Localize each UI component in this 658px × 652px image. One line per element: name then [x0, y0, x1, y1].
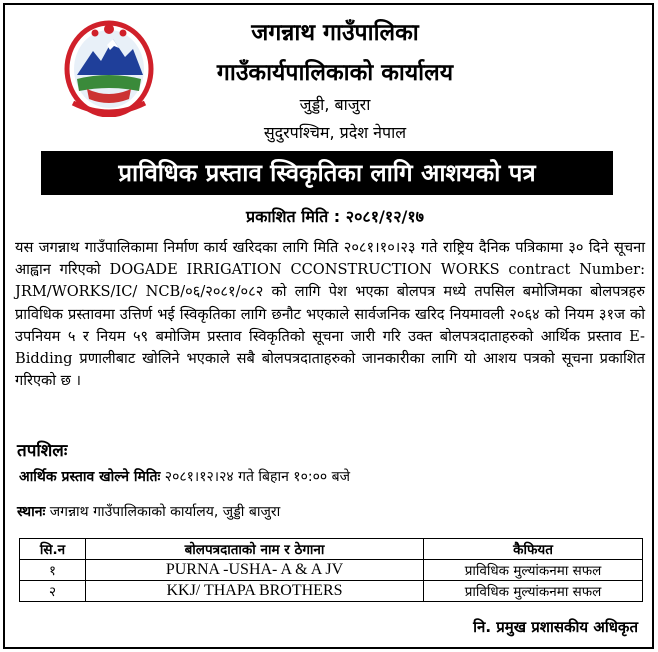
province-name: सुदुरपश्चिम, प्रदेश नेपाल	[263, 123, 407, 142]
cell-remarks: प्राविधिक मुल्यांकनमा सफल	[424, 581, 643, 602]
place-line	[17, 502, 280, 521]
cell-bidder: PURNA -USHA- A & A JV	[86, 560, 424, 581]
notice-frame	[3, 3, 654, 649]
table-row	[20, 560, 643, 581]
notice-title-banner: प्राविधिक प्रस्ताव स्विकृतिका लागि आशयको पत्र	[41, 151, 613, 195]
body-paragraph: यस जगन्नाथ गाउँपालिकामा निर्माण कार्य खरिदका लागि मिति २०८१।१०।२३ गते राष्ट्रिय दैनिक पत्रिकामा ३० दिने सूचना आह्वान गरिएको DOGADE IRRIGATION CCONSTRUCTION WORKS contract Number: JRM/WORKS/IC/ NCB/०६/२०८१/०८२ को लागि पेश भएका बोलपत्र मध्ये तपसिल बमोजिमका बोलपत्रहरु प्राविधिक प्रस्तावमा उत्तिर्ण भई स्विकृतिका लागि छनौट भएकाले सार्वजनिक खरिद नियमावली २०६४ को नियम ३१ज को उपनियम ५ र नियम ५९ बमोजिम प्रस्ताव स्विकृतिको सूचना जारी गरि उक्त बोलपत्रदाताहरुको आर्थिक प्रस्ताव E-Bidding प्रणालीबाट खोलिने भएकाले सबै बोलपत्रदाताहरुको जानकारीका लागि यो आशय पत्रको सूचना प्रकाशित गरिएको छ ।	[15, 239, 645, 390]
place-label: स्थानः	[17, 504, 46, 520]
col-header-bidder: बोलपत्रदाताको नाम र ठेगाना	[86, 539, 424, 560]
table-header-row	[20, 539, 643, 560]
opening-date-line	[19, 467, 350, 486]
table-row	[20, 581, 643, 602]
cell-remarks: प्राविधिक मुल्यांकनमा सफल	[424, 560, 643, 581]
notice-body	[15, 237, 645, 392]
cell-bidder: KKJ/ THAPA BROTHERS	[86, 581, 424, 602]
cell-sn: १	[20, 560, 86, 581]
published-date: प्रकाशित मिति : २०८१/१२/१७	[245, 207, 424, 226]
opening-date-label: आर्थिक प्रस्ताव खोल्ने मितिः	[19, 469, 161, 485]
office-name: गाउँकार्यपालिकाको कार्यालय	[216, 60, 454, 86]
place-value: जगन्नाथ गाउँपालिकाको कार्यालय, जुड्डी बाजुरा	[49, 504, 281, 520]
opening-date-value: २०८१।१२।२४ गते बिहान १०:०० बजे	[164, 469, 350, 485]
signature-title: नि. प्रमुख प्रशासकीय अधिकृत	[473, 618, 638, 636]
office-location: जुड्डी, बाजुरा	[299, 95, 371, 114]
col-header-remarks: कैफियत	[424, 539, 643, 560]
cell-sn: २	[20, 581, 86, 602]
municipality-name: जगन्नाथ गाउँपालिका	[251, 20, 419, 46]
nepal-emblem-icon	[63, 17, 155, 117]
col-header-sn: सि.न	[20, 539, 86, 560]
details-heading: तपशिलः	[17, 441, 68, 461]
bidder-table	[19, 538, 643, 602]
